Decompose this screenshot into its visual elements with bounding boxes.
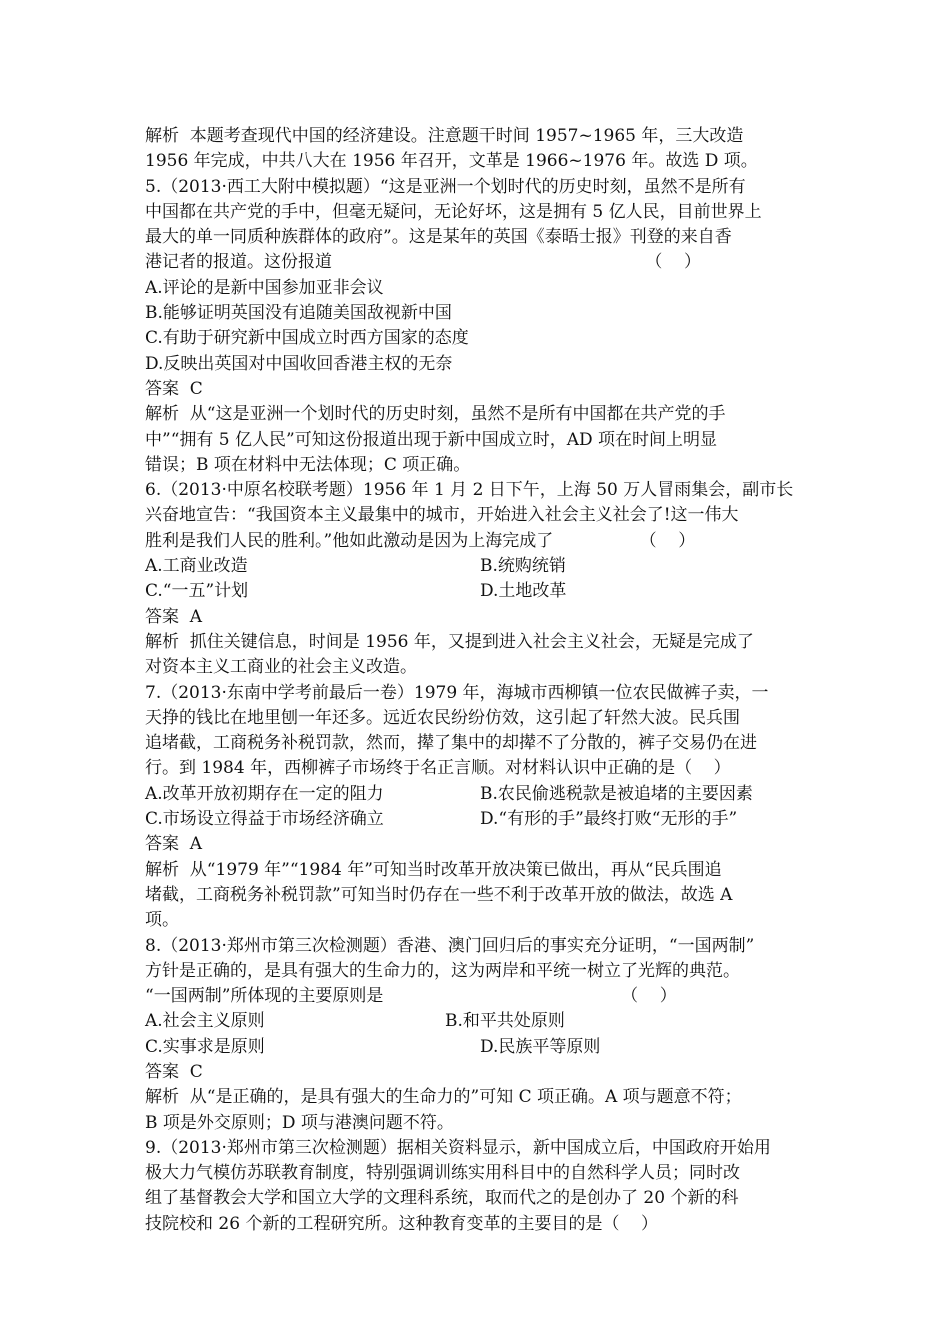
option-c: C.“一五”计划: [145, 581, 249, 602]
text-line: 中国都在共产党的手中，但毫无疑问，无论好坏，这是拥有 5 亿人民，目前世界上: [145, 201, 762, 222]
option-b: B.农民偷逃税款是被追堵的主要因素: [480, 783, 753, 804]
text-line: 对资本主义工商业的社会主义改造。: [145, 657, 417, 678]
analysis-line: 解析 从“是正确的，是具有强大的生命力的”可知 C 项正确。A 项与题意不符；: [145, 1087, 742, 1108]
section-3: [145, 832, 813, 1009]
option-b: B.能够证明英国没有追随美国敌视新中国: [145, 303, 452, 324]
option-d: D.土地改革: [480, 581, 567, 602]
text-line: 技院校和 26 个新的工程研究所。这种教育变革的主要目的是（ ）: [145, 1213, 659, 1234]
text-line: 错误；B 项在材料中无法体现；C 项正确。: [145, 454, 471, 475]
text-line: 天挣的钱比在地里刨一年还多。远近农民纷纷仿效，这引起了轩然大波。民兵围: [145, 707, 740, 728]
answer-line: 答案 A: [145, 834, 203, 855]
text-line: 项。: [145, 910, 179, 931]
option-b: B.统购统销: [480, 556, 566, 577]
question-5-stem: 5.（2013·西工大附中模拟题）“这是亚洲一个划时代的历史时刻，虽然不是所有: [145, 176, 746, 197]
text-line: 方针是正确的，是具有强大的生命力的，这为两岸和平统一树立了光辉的典范。: [145, 960, 740, 981]
option-d: D.“有形的手”最终打败“无形的手”: [480, 809, 738, 830]
text-line: 追堵截，工商税务补税罚款，然而，撵了集中的却撵不了分散的，裤子交易仍在进: [145, 733, 757, 754]
option-d: D.反映出英国对中国收回香港主权的无奈: [145, 353, 453, 374]
q6-option-row: [145, 554, 813, 579]
text-line: 解析 本题考查现代中国的经济建设。注意题干时间 1957~1965 年，三大改造: [145, 126, 744, 146]
q7-option-row: [145, 807, 813, 832]
text-line: 堵截，工商税务补税罚款”可知当时仍存在一些不利于改革开放的做法，故选 A: [145, 884, 733, 905]
option-a: A.工商业改造: [145, 556, 248, 577]
text-line: 极大力气模仿苏联教育制度，特别强调训练实用科目中的自然科学人员；同时改: [145, 1163, 740, 1184]
analysis-line: 解析 从“1979 年”“1984 年”可知当时改革开放决策已做出，再从“民兵围追: [145, 859, 722, 880]
text-line: 中”“拥有 5 亿人民”可知这份报道出现于新中国成立时，AD 项在时间上明显: [145, 429, 718, 450]
text-line: 组了基督教会大学和国立大学的文理科系统，取而代之的是创办了 20 个新的科: [145, 1188, 739, 1209]
text-line: 兴奋地宣告：“我国资本主义最集中的城市，开始进入社会主义社会了!这一伟大: [145, 505, 739, 526]
document-body: [145, 124, 813, 1237]
text-line: B 项是外交原则；D 项与港澳问题不符。: [145, 1112, 454, 1133]
question-6-stem: 6.（2013·中原名校联考题）1956 年 1 月 2 日下午，上海 50 万人冒雨集会，副市长: [145, 480, 794, 501]
question-8-stem: 8.（2013·郑州市第三次检测题）香港、澳门回归后的事实充分证明，“一国两制”: [145, 935, 755, 956]
option-c: C.有助于研究新中国成立时西方国家的态度: [145, 328, 469, 349]
analysis-line: 解析 抓住关键信息，时间是 1956 年，又提到进入社会主义社会，无疑是完成了: [145, 631, 754, 652]
text-line: 港记者的报道。这份报道 （ ）: [145, 252, 702, 273]
option-a: A.评论的是新中国参加亚非会议: [145, 277, 384, 298]
answer-line: 答案 C: [145, 378, 203, 399]
q6-option-row: [145, 579, 813, 604]
option-d: D.民族平等原则: [480, 1036, 601, 1057]
section-1: [145, 124, 813, 554]
text-line: 最大的单一同质种族群体的政府”。这是某年的英国《泰晤士报》刊登的来自香: [145, 227, 732, 248]
q8-option-row: [145, 1009, 813, 1034]
text-line: “一国两制”所体现的主要原则是 （ ）: [145, 986, 677, 1007]
option-a: A.社会主义原则: [145, 1011, 265, 1032]
q8-option-row: [145, 1035, 813, 1060]
analysis-line: 解析 从“这是亚洲一个划时代的历史时刻，虽然不是所有中国都在共产党的手: [145, 404, 726, 425]
text-line: 胜利是我们人民的胜利。”他如此激动是因为上海完成了 （ ）: [145, 530, 696, 551]
text-line: 行。到 1984 年，西柳裤子市场终于名正言顺。对材料认识中正确的是（ ）: [145, 758, 731, 779]
option-b: B.和平共处原则: [445, 1011, 565, 1032]
question-7-stem: 7.（2013·东南中学考前最后一卷）1979 年，海城市西柳镇一位农民做裤子卖，一: [145, 682, 769, 703]
option-c: C.市场设立得益于市场经济确立: [145, 809, 384, 830]
q7-option-row: [145, 782, 813, 807]
text-line: 1956 年完成，中共八大在 1956 年召开，文革是 1966~1976 年。故选 D 项。: [145, 151, 758, 172]
question-9-stem: 9.（2013·郑州市第三次检测题）据相关资料显示，新中国成立后，中国政府开始用: [145, 1137, 771, 1158]
section-2: [145, 605, 813, 782]
option-c: C.实事求是原则: [145, 1036, 265, 1057]
section-4: [145, 1060, 813, 1237]
option-a: A.改革开放初期存在一定的阻力: [145, 783, 384, 804]
answer-line: 答案 A: [145, 606, 203, 627]
answer-line: 答案 C: [145, 1061, 203, 1082]
